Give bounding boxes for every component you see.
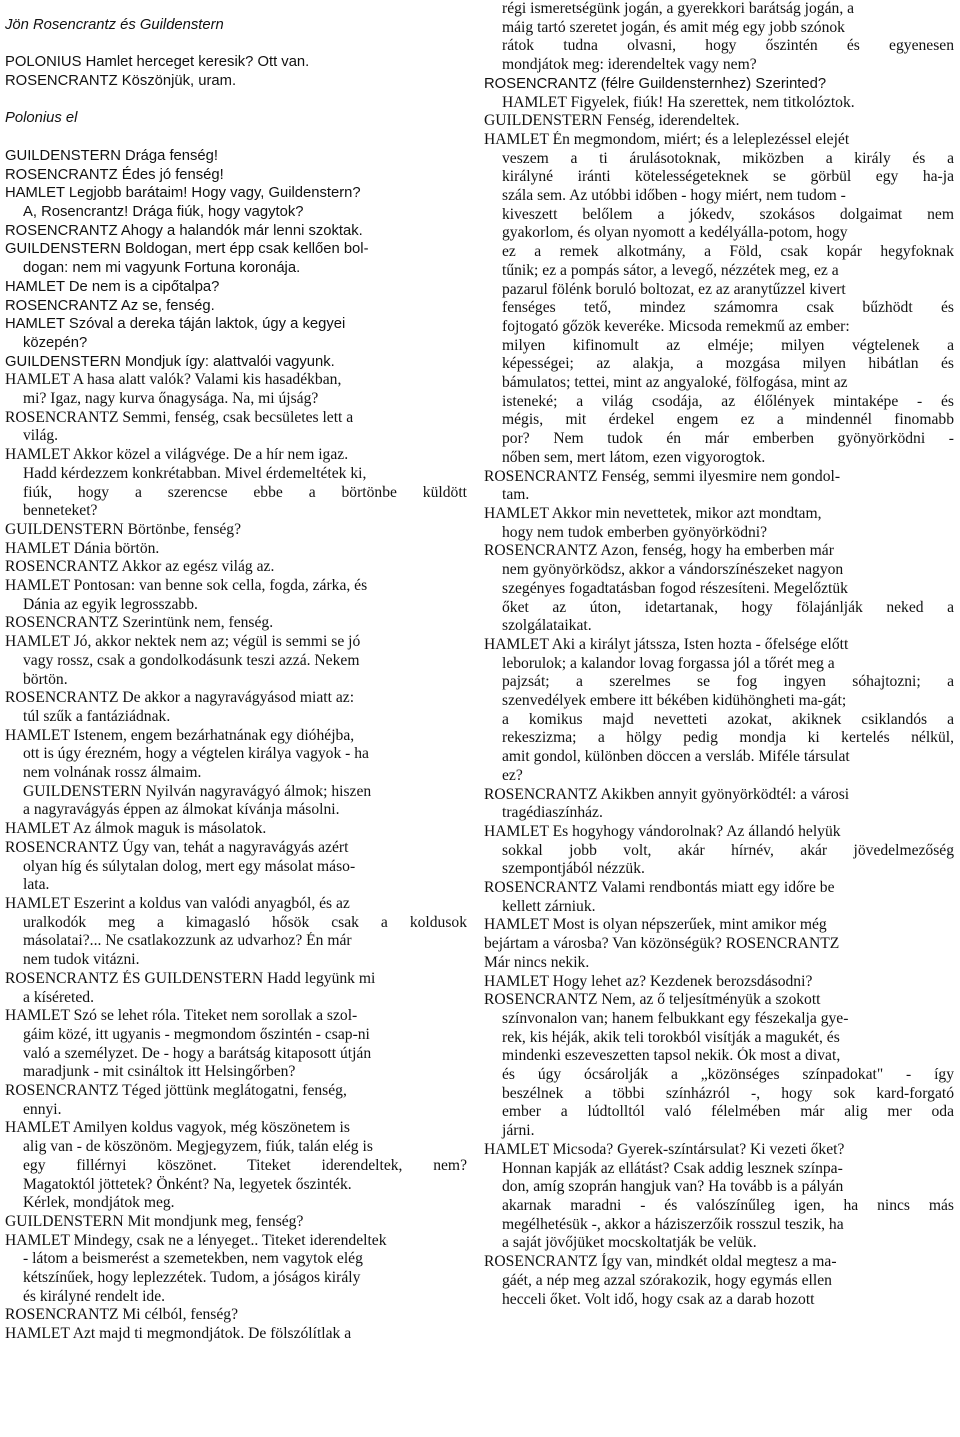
text-line: HAMLET Szóval a dereka táján laktok, úgy a kegyei	[5, 316, 346, 333]
text-line: ott is úgy érezném, hogy a végtelen királya vagyok - ha	[23, 745, 369, 763]
text-line: alig van - de köszönöm. Megjegyzem, fiúk, talán elég is	[23, 1138, 373, 1156]
text-line: HAMLET Figyelek, fiúk! Ha szerettek, nem titkolóztok.	[502, 93, 855, 111]
text-line: uralkodók meg a kimagasló hősök csak a koldusok	[23, 913, 467, 931]
text-line: régi ismeretségünk jogán, a gyerekkori barátság jogán, a	[502, 0, 855, 17]
text-line: kiveszett belőlem a jókedv, szokásos dolgaimat nem	[502, 205, 954, 223]
text-line: GUILDENSTERN Drága fenség!	[5, 147, 218, 164]
text-line: HAMLET Amilyen koldus vagyok, még köszönetem is	[5, 1119, 350, 1137]
text-line: a komikus majd nevetteti azokat, akiknek csiklandós a	[502, 710, 954, 728]
text-line: rek, kis héják, akik teli torokból visítják a magukét, és	[502, 1028, 840, 1046]
text-line: ROSENCRANTZ Akkor az egész világ az.	[5, 558, 275, 576]
text-line: kétszínűek, hogy leplezzétek. Tudom, a jóságos király	[23, 1269, 361, 1287]
text-line: HAMLET Pontosan: van benne sok cella, fogda, zárka, és	[5, 577, 368, 595]
text-line: Honnan kapják az ellátást? Csak addig lesznek színpa-	[502, 1159, 843, 1177]
text-line: Kérlek, mondjátok meg.	[23, 1194, 175, 1212]
text-line: ROSENCRANTZ ÉS GUILDENSTERN Hadd legyünk mi	[5, 969, 376, 987]
text-line: tam.	[502, 486, 530, 504]
text-line: ennyi.	[23, 1100, 62, 1118]
text-line: don, amíg szoprán hangjuk van? Ha tovább is a pályán	[502, 1178, 844, 1196]
text-line: ROSENCRANTZ Édes jó fenség!	[5, 166, 224, 183]
text-line: milyen kifinomult az elméje; milyen végtelenek a	[502, 336, 954, 354]
text-line: Polonius el	[5, 110, 78, 127]
text-line: por? Nem tudok én már emberben gyönyörködni -	[502, 430, 954, 448]
text-line: ROSENCRANTZ Mi célból, fenség?	[5, 1306, 239, 1324]
text-line: képességei; az alakja, a mozgása milyen hibátlan és	[502, 355, 954, 373]
text-line: gáim közé, itt ugyanis - megmondom őszintén - csap-ni	[23, 1025, 370, 1043]
text-line: HAMLET Akkor közel a világvége. De a hír nem igaz.	[5, 446, 349, 464]
text-line: mondjátok meg: iderendeltek vagy nem?	[502, 56, 757, 74]
text-line: dogan: nem mi vagyunk Fortuna koronája.	[23, 260, 301, 277]
text-line: őket az úton, idetartanak, hogy fölajánlják neked a	[502, 598, 954, 616]
text-line: pazarul fölénk boruló boltozat, ez az aranytűzzel kivert	[502, 280, 846, 298]
text-line: HAMLET A hasa alatt valók? Valami kis hasadékban,	[5, 371, 342, 389]
text-line: HAMLET Aki a királyt játssza, Isten hozta - őfelsége előtt	[484, 635, 849, 653]
text-line: HAMLET De nem is a cipőtalpa?	[5, 278, 220, 295]
text-line: HAMLET Eszerint a koldus van valódi anyagból, és az	[5, 895, 350, 912]
text-line: rátok tudna olvasni, hogy őszintén és egyenesen	[502, 37, 954, 55]
text-line: pajzsát; a szerelmes se fog ingyen sóhajtozni; a	[502, 673, 954, 691]
text-line: nem gyönyörködsz, akkor a vándorszínészeket nagyon	[502, 561, 844, 579]
text-line: mi? Igaz, nagy kurva őnagysága. Na, mi újság?	[23, 390, 319, 408]
text-line: HAMLET Akkor min nevettetek, mikor azt mondtam,	[484, 504, 822, 522]
text-line: a saját jövőjüket mocskoltatják be velük.	[502, 1234, 757, 1252]
text-line: maradjunk - mit csináltok itt Helsingőrben?	[23, 1063, 296, 1081]
text-line: ROSENCRANTZ Fenség, semmi ilyesmire nem gondol-	[484, 467, 841, 485]
text-line: GUILDENSTERN Boldogan, mert épp csak kellően bol-	[5, 241, 369, 258]
text-line: máig tartó szeretet jogán, és amit még egy jobb szónok	[502, 18, 845, 36]
text-line: szála sem. Az utóbbi időben - hogy miért, nem tudom -	[502, 187, 846, 205]
text-line: POLONIUS Hamlet herceget keresik? Ott van.	[5, 54, 310, 71]
text-line: megélhetésük -, akkor a háziszerzőik rosszul teszik, ha	[502, 1215, 844, 1233]
text-line: gáét, a nép meg azzal szórakozik, hogy egymás ellen	[502, 1271, 832, 1289]
text-line: GUILDENSTERN Nyilván nagyravágyó álmok; hiszen	[23, 782, 372, 800]
text-line: börtön.	[23, 670, 68, 688]
text-line: HAMLET Jó, akkor nektek nem az; végül is semmi se jó	[5, 633, 361, 651]
text-line: ROSENCRANTZ Téged jöttünk meglátogatni, fenség,	[5, 1082, 347, 1100]
text-line: ROSENCRANTZ Szerintünk nem, fenség.	[5, 614, 274, 632]
text-line: hecceli őket. Volt idő, hogy csak az a darab hozott	[502, 1290, 815, 1308]
text-line: kellett zárniuk.	[502, 897, 596, 915]
text-line: mindenki eszeveszetten tapsol nekik. Ók most a divat,	[502, 1047, 841, 1065]
text-line: HAMLET Micsoda? Gyerek-színtársulat? Ki vezeti őket?	[484, 1140, 845, 1158]
text-line: egy fillérnyi köszönet. Titeket iderendeltek, nem?	[23, 1156, 467, 1174]
text-line: HAMLET Istenem, engem bezárhatnának egy dióhéjba,	[5, 726, 355, 744]
text-line: való a személyzet. De - hogy a barátság kitaposott útján	[23, 1044, 372, 1062]
text-line: királyné iránti kötelességeteknek se görbül egy ha-ja	[502, 168, 954, 186]
text-line: HAMLET Én megmondom, miért; és a leleplezéssel elejét	[484, 130, 850, 148]
text-line: nem volnának rossz álmaim.	[23, 764, 202, 782]
text-line: GUILDENSTERN Börtönbe, fenség?	[5, 520, 242, 538]
text-line: HAMLET Legjobb barátaim! Hogy vagy, Guildenstern?	[5, 185, 361, 202]
text-line: mégis, mit érdekel engem ez a mindennél finomabb	[502, 411, 954, 429]
text-line: járni.	[502, 1122, 535, 1140]
text-line: ROSENCRANTZ Akikben annyit gyönyörködtél: a városi	[484, 785, 850, 803]
text-line: ROSENCRANTZ Ahogy a halandók már lenni szoktak.	[5, 222, 363, 239]
text-line: Magatoktól jöttetek? Önként? Na, legyetek őszinték.	[23, 1175, 352, 1193]
text-line: HAMLET Szó se lehet róla. Titeket nem sorollak a szol-	[5, 1007, 358, 1025]
text-line: tűnik; ez a pompás sátor, a levegő, nézzétek meg, ez a	[502, 261, 839, 279]
text-line: sokkal jobb volt, akár hírnév, akár jövedelmezőség	[502, 841, 954, 859]
text-line: fiúk, hogy a szerencse ebbe a börtönbe küldött	[23, 483, 467, 501]
text-line: ROSENCRANTZ (félre Guildensternhez) Szerinted?	[484, 75, 827, 92]
text-line: HAMLET Most is olyan népszerűek, mint amikor még	[484, 916, 827, 934]
text-line: a nagyravágyás éppen az álmokat kívánja másolni.	[23, 801, 340, 819]
left-text-column	[5, 16, 467, 1437]
text-line: ember a lúdtolltól való félelmében már alig mer oda	[502, 1103, 954, 1121]
text-line: HAMLET Hogy lehet az? Kezdenek berozsdásodni?	[484, 972, 813, 990]
text-line: HAMLET Mindegy, csak ne a lényeget.. Titeket iderendeltek	[5, 1231, 387, 1249]
text-line: Hadd kérdezzem konkrétabban. Mivel érdemeltétek ki,	[23, 464, 367, 482]
text-line: HAMLET Az álmok maguk is másolatok.	[5, 820, 267, 838]
text-line: veszem a ti árulásotoknak, miközben a király és a	[502, 149, 954, 167]
text-line: és királyné rendelt ide.	[23, 1287, 166, 1305]
text-line: és úgy ócsárolják a „közönséges színpadokat" - így	[502, 1066, 954, 1084]
text-line: lata.	[23, 876, 50, 894]
text-line: ROSENCRANTZ Nem, az ő teljesítményük a szokott	[484, 991, 821, 1009]
text-line: ez a remek alkotmány, a Föld, csak kopár hegyfoknak	[502, 243, 954, 261]
text-line: gyakorlom, és olyan nyomott a kedélyálla-potom, hogy	[502, 224, 848, 242]
text-line: ROSENCRANTZ Így van, mindkét oldal megtesz a ma-	[484, 1253, 837, 1271]
text-line: - látom a beismerést a szemetekben, nem vagytok elég	[23, 1250, 363, 1268]
text-line: ROSENCRANTZ Az se, fenség.	[5, 297, 215, 314]
text-line: amit gondol, különben döccen a versláb. Miféle társulat	[502, 748, 850, 766]
text-line: világ.	[23, 427, 59, 445]
text-line: bámulatos; tettei, mint az angyaloké, fölfogása, mint az	[502, 374, 848, 392]
text-line: vagy rossz, csak a gondolkodásunk teszi azzá. Nekem	[23, 651, 360, 669]
text-line: fojtogató gőzök keveréke. Micsoda remekmű az ember:	[502, 317, 850, 335]
text-line: akarnak maradni - és valószínűleg igen, ha nincs más	[502, 1197, 954, 1214]
text-line: szempontjából nézzük.	[502, 860, 645, 878]
text-line: olyan híg és súlytalan dolog, mert egy másolat máso-	[23, 857, 356, 875]
text-line: ROSENCRANTZ Valami rendbontás miatt egy időre be	[484, 879, 835, 897]
text-line: szegényes fogadtatásban fogod részesíteni. Megelőztük	[502, 579, 848, 597]
text-line: ROSENCRANTZ Úgy van, tehát a nagyravágyás azért	[5, 838, 349, 856]
text-line: beszélnek a többi színházról -, hogy sok kard-forgató	[502, 1084, 954, 1102]
text-line: ROSENCRANTZ Köszönjük, uram.	[5, 73, 237, 90]
text-line: HAMLET Es hogyhogy vándorolnak? Az állandó helyük	[484, 822, 841, 840]
text-line: leborulok; a kalandor lovag forgassa jól a tőrét meg a	[502, 654, 835, 672]
text-line: tragédiaszínház.	[502, 804, 603, 822]
text-line: színvonalon van; hanem felbukkant egy fészekalja gye-	[502, 1009, 849, 1027]
text-line: túl szűk a fantáziádnak.	[23, 707, 171, 725]
text-line: másolatai?... Ne csatlakozzunk az udvarhoz? Én már	[23, 932, 352, 950]
text-line: rekeszizma; a hölgy pedig mondja ki kertelés nélkül,	[502, 729, 954, 747]
text-line: a kíséreted.	[23, 988, 95, 1006]
text-line: nem tudok vitázni.	[23, 951, 140, 969]
text-line: A, Rosencrantz! Drága fiúk, hogy vagytok?	[23, 203, 304, 220]
text-line: szolgálataikat.	[502, 617, 592, 635]
text-line: bejártam a városba? Van közönségük? ROSENCRANTZ	[484, 935, 840, 953]
text-line: ROSENCRANTZ De akkor a nagyravágyásod miatt az:	[5, 689, 355, 707]
text-line: nőben sem, mert látom, ezen vigyorogtok.	[502, 448, 766, 466]
text-line: benneteket?	[23, 502, 98, 520]
text-line: Már nincs nekik.	[484, 953, 590, 971]
text-line: hogy nem tudok emberben gyönyörködni?	[502, 523, 768, 541]
text-line: közepén?	[23, 334, 88, 351]
text-line: GUILDENSTERN Mondjuk így: alattvalói vagyunk.	[5, 353, 335, 370]
text-line: ROSENCRANTZ Azon, fenség, hogy ha emberben már	[484, 542, 834, 560]
text-line: isteneké; a világ csodája, az élőlények mintaképe - és	[502, 392, 954, 410]
text-line: fenséges tető, mindez számomra csak bűzhödt és	[502, 299, 954, 317]
text-line: HAMLET Azt majd ti megmondjátok. De fölszólítlak a	[5, 1325, 352, 1343]
text-line: ROSENCRANTZ Semmi, fenség, csak becsületes lett a	[5, 408, 354, 426]
right-text-column	[484, 0, 954, 1421]
text-line: GUILDENSTERN Fenség, iderendeltek.	[484, 112, 740, 130]
text-line: szenvedélyek embere itt békében kidühöngheti ma-gát;	[502, 692, 847, 710]
text-line: HAMLET Dánia börtön.	[5, 539, 160, 557]
text-line: Dánia az egyik legrosszabb.	[23, 595, 198, 613]
text-line: GUILDENSTERN Mit mondjunk meg, fenség?	[5, 1212, 304, 1230]
text-line: Jön Rosencrantz és Guildenstern	[5, 17, 224, 33]
text-line: ez?	[502, 766, 523, 784]
